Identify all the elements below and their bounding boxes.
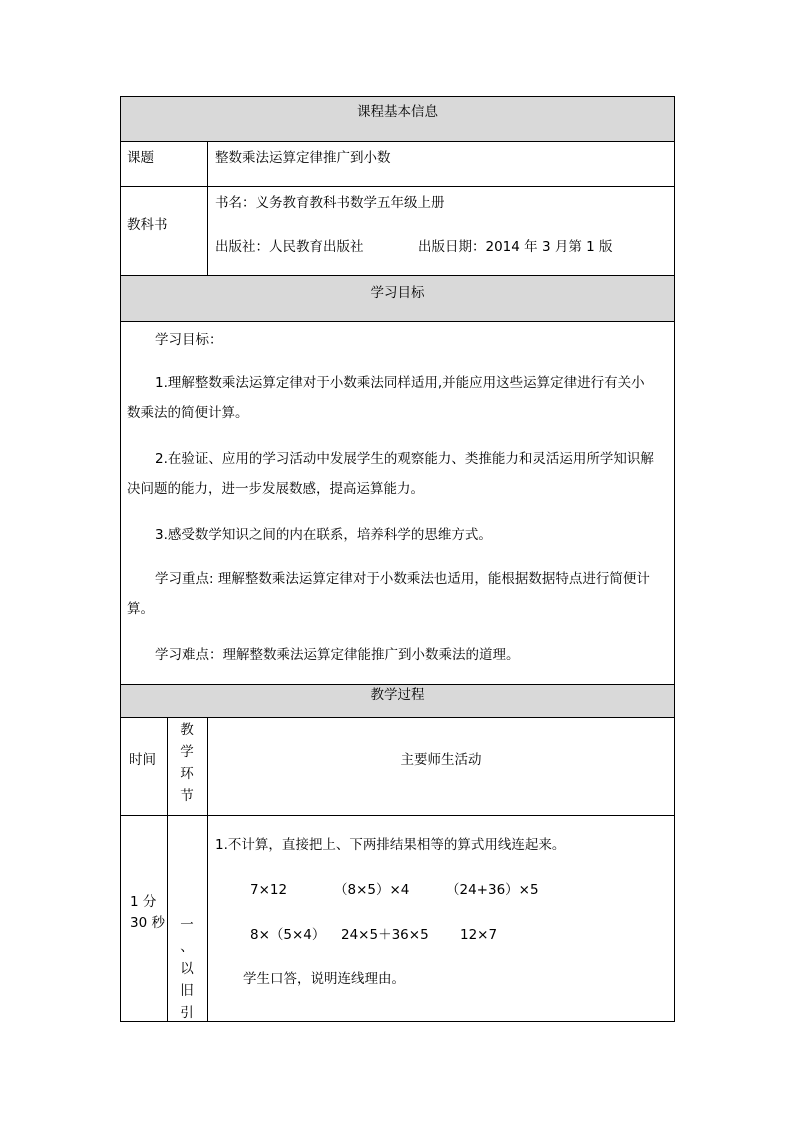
- table-rule: [120, 186, 675, 187]
- goal-1-line-1: 1.理解整数乘法运算定律对于小数乘法同样适用,并能应用这些运算定律进行有关小: [155, 375, 645, 391]
- expression-top-1: 7×12: [250, 882, 288, 898]
- goal-2-line-2: 决问题的能力，进一步发展数感，提高运算能力。: [127, 481, 424, 497]
- goals-title: 学习目标: [370, 285, 425, 301]
- difficulty: 学习难点：理解整数乘法运算定律能推广到小数乘法的道理。: [155, 647, 520, 663]
- key-point-line-2: 算。: [127, 601, 154, 617]
- goal-1-line-2: 数乘法的简便计算。: [127, 405, 249, 421]
- time-header: 时间: [129, 752, 156, 768]
- expression-bottom-2: 24×5＋36×5: [341, 927, 429, 943]
- expression-top-2: （8×5）×4: [334, 882, 410, 898]
- publish-date: 出版日期：2014 年 3 月第 1 版: [418, 239, 613, 255]
- stage-value: 一 、 以 旧 引: [180, 917, 194, 1021]
- goal-3: 3.感受数学知识之间的内在联系，培养科学的思维方式。: [155, 527, 492, 543]
- stage-header: 教 学 环 节: [180, 722, 194, 804]
- goal-2-line-1: 2.在验证、应用的学习活动中发展学生的观察能力、类推能力和灵活运用所学知识解: [155, 451, 654, 467]
- book-name: 书名：义务教育教科书数学五年级上册: [215, 195, 445, 211]
- basic-info-title: 课程基本信息: [357, 104, 438, 120]
- table-rule: [120, 815, 675, 816]
- goals-heading: 学习目标：: [155, 332, 223, 348]
- expression-bottom-1: 8×（5×4）: [250, 927, 326, 943]
- time-value-line-2: 30 秒: [130, 915, 165, 931]
- activity-header: 主要师生活动: [400, 752, 482, 768]
- table-rule: [167, 717, 168, 1022]
- task-text: 1.不计算，直接把上、下两排结果相等的算式用线连起来。: [215, 837, 566, 853]
- table-rule: [120, 275, 675, 276]
- key-point-line-1: 学习重点: 理解整数乘法运算定律对于小数乘法也适用，能根据数据特点进行简便计: [155, 571, 650, 587]
- student-response: 学生口答，说明连线理由。: [243, 971, 405, 987]
- table-rule: [120, 96, 121, 1022]
- table-rule: [674, 96, 675, 1022]
- topic-label: 课题: [127, 150, 154, 166]
- table-rule: [120, 1021, 675, 1022]
- table-rule: [120, 717, 675, 718]
- process-title: 教学过程: [370, 687, 425, 703]
- table-rule: [120, 684, 675, 685]
- topic-value: 整数乘法运算定律推广到小数: [215, 150, 391, 166]
- publisher: 出版社：人民教育出版社: [215, 239, 364, 255]
- table-rule: [207, 141, 208, 276]
- table-rule: [120, 141, 675, 142]
- time-value-line-1: 1 分: [130, 894, 157, 910]
- expression-bottom-3: 12×7: [460, 927, 498, 943]
- textbook-label: 教科书: [127, 217, 168, 233]
- expression-top-3: （24+36）×5: [446, 882, 539, 898]
- table-rule: [120, 96, 675, 97]
- table-rule: [120, 321, 675, 322]
